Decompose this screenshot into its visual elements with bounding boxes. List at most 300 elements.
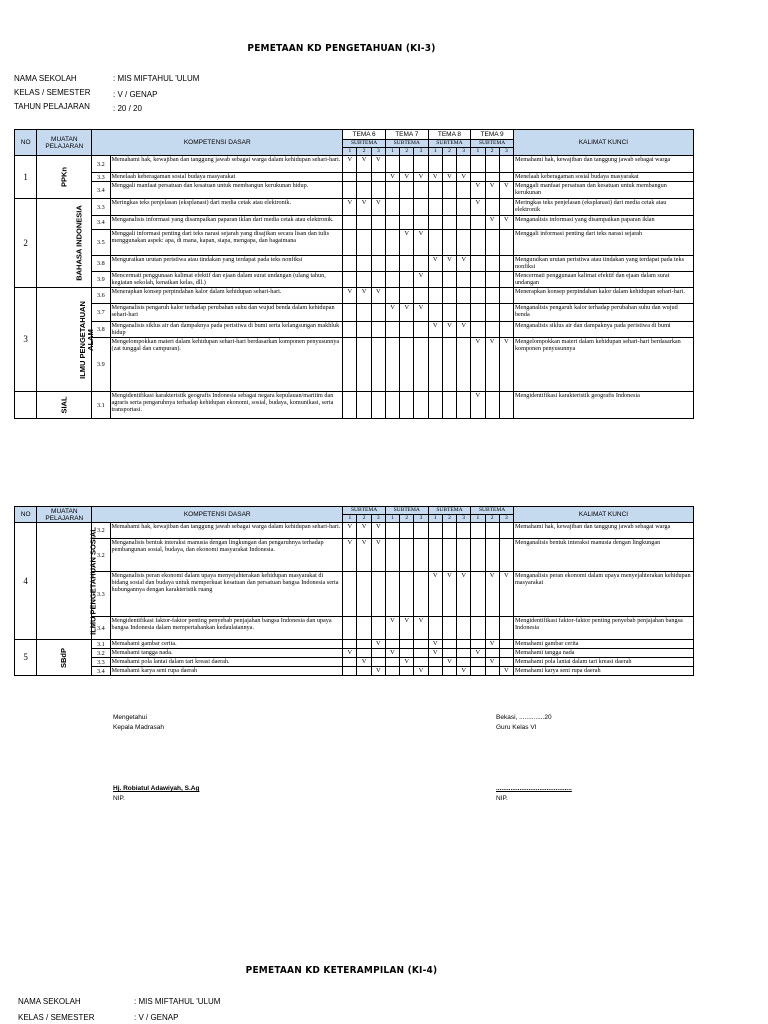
subtema-check-cell	[485, 199, 499, 216]
subtema-check-cell: V	[414, 272, 428, 288]
subtema-check-cell: V	[499, 338, 513, 392]
kd-description: Memahami gambar cerita.	[110, 640, 343, 649]
table-row	[15, 649, 694, 658]
subtema-check-cell: V	[485, 572, 499, 617]
subtema-check-cell	[371, 572, 385, 617]
subtema-check-cell	[442, 156, 456, 173]
subtema-check-cell	[371, 182, 385, 199]
subtema-check-cell	[343, 667, 357, 676]
meta-label-year: TAHUN PELAJARAN	[14, 102, 90, 111]
subtema-check-cell: V	[442, 658, 456, 667]
subtema-check-cell	[485, 288, 499, 304]
subtema-check-cell	[471, 156, 485, 173]
kd-description: Memahami hak, kewajiban dan tanggung jawab sebagai warga dalam kehidupan sehari-hari.	[110, 156, 343, 173]
signature-right-name: ..........................................	[496, 785, 572, 792]
subtema-check-cell	[414, 256, 428, 272]
subtema-check-cell	[499, 304, 513, 322]
subtema-check-cell	[485, 617, 499, 640]
kd-code: 3.9	[92, 338, 110, 392]
subtema-check-cell	[471, 272, 485, 288]
subtema-check-cell: V	[414, 617, 428, 640]
header-subtema-number: 1	[428, 515, 442, 523]
signature-left-role: Kepala Madrasah	[113, 724, 164, 731]
subtema-check-cell: V	[400, 658, 414, 667]
subtema-check-cell	[499, 230, 513, 256]
subject-name: SIAL	[59, 396, 69, 414]
header-subtema-number: 1	[343, 515, 357, 523]
kd-description: Menguraikan urutan peristiwa atau tindakan yang terdapat pada teks nonfiksi	[110, 256, 343, 272]
subtema-check-cell	[385, 338, 399, 392]
subtema-check-cell: V	[428, 322, 442, 338]
subtema-check-cell	[357, 230, 371, 256]
meta-value-class: : V / GENAP	[113, 90, 158, 99]
subtema-check-cell: V	[428, 173, 442, 182]
subtema-check-cell: V	[499, 182, 513, 199]
meta-value-school: : MIS MIFTAHUL 'ULUM	[134, 997, 221, 1006]
subtema-check-cell	[343, 216, 357, 230]
subtema-check-cell: V	[414, 304, 428, 322]
subject-label	[37, 199, 92, 288]
subtema-check-cell: V	[485, 658, 499, 667]
subtema-check-cell	[371, 658, 385, 667]
subtema-check-cell	[471, 658, 485, 667]
subtema-check-cell	[457, 658, 471, 667]
subtema-check-cell	[499, 156, 513, 173]
header-subtema-number: 3	[499, 148, 513, 156]
kd-description: Menganalisis peran ekonomi dalam upaya menyejahterakan kehidupan masyarakat di bidang sosial dan budaya untuk memperkuat kesatuan dan persatuan bangsa Indonesia serta hubungannya dengan karakteristik ruang	[110, 572, 343, 617]
subtema-check-cell	[471, 216, 485, 230]
subtema-check-cell	[371, 617, 385, 640]
subtema-check-cell	[400, 523, 414, 539]
table-row	[15, 338, 694, 392]
subtema-check-cell	[471, 523, 485, 539]
subtema-check-cell	[471, 322, 485, 338]
subtema-check-cell: V	[442, 572, 456, 617]
meta-value-year: : 20 / 20	[113, 104, 142, 113]
subtema-check-cell	[457, 304, 471, 322]
subtema-check-cell	[385, 392, 399, 419]
kd-description: Menerapkan konsep perpindahan kalor dalam kehidupan sehari-hari.	[110, 288, 343, 304]
key-sentence: Mengidentifikasi faktor-faktor penting penyebab penjajahan bangsa Indonesia	[513, 617, 693, 640]
subtema-check-cell	[442, 288, 456, 304]
row-number	[15, 392, 37, 419]
table-row	[15, 572, 694, 617]
header-subtema-number: 1	[385, 515, 399, 523]
subtema-check-cell	[457, 288, 471, 304]
header-no: NO	[15, 507, 37, 523]
key-sentence: Menganalisis informasi yang disampaikan paparan iklan	[513, 216, 693, 230]
subtema-check-cell	[357, 392, 371, 419]
subtema-check-cell: V	[343, 288, 357, 304]
signature-right-nip: NIP.	[496, 795, 508, 802]
kd-code: 3.3	[92, 572, 110, 617]
kd-code: 3.3	[92, 658, 110, 667]
subtema-check-cell	[343, 572, 357, 617]
signature-left-nip: NIP.	[113, 795, 125, 802]
subtema-check-cell	[357, 649, 371, 658]
key-sentence: Mencermati penggunaan kalimat efektif dan ejaan dalam surat undangan	[513, 272, 693, 288]
header-subtema: SUBTEMA	[471, 140, 514, 148]
subtema-check-cell	[357, 256, 371, 272]
subtema-check-cell	[428, 304, 442, 322]
subtema-check-cell	[442, 392, 456, 419]
kd-description: Memahami tangga nada.	[110, 649, 343, 658]
header-muatan: MUATAN PELAJARAN	[37, 130, 92, 156]
kd-description: Menggali informasi penting dari teks narasi sejarah yang disajikan secara lisan dan tulis menggunakan aspek: apa, di mana, kapan, siapa, mengapa, dan bagaimana	[110, 230, 343, 256]
header-subtema-number: 3	[457, 515, 471, 523]
subtema-check-cell: V	[471, 199, 485, 216]
kd-code: 3.4	[92, 617, 110, 640]
subtema-check-cell	[371, 216, 385, 230]
subtema-check-cell	[428, 539, 442, 572]
subject-name: SBdP	[59, 647, 69, 668]
subtema-check-cell	[442, 649, 456, 658]
subtema-check-cell	[343, 322, 357, 338]
subtema-check-cell	[485, 649, 499, 658]
subtema-check-cell: V	[343, 649, 357, 658]
subtema-check-cell: V	[357, 658, 371, 667]
header-subtema-number: 2	[400, 148, 414, 156]
table-row	[15, 216, 694, 230]
subject-name: ILMU PENGETAHUAN SOSIAL	[88, 527, 98, 635]
subtema-check-cell: V	[457, 572, 471, 617]
subtema-check-cell	[485, 272, 499, 288]
kd-description: Menganalisis pengaruh kalor terhadap perubahan suhu dan wujud benda dalam kehidupan sehari-hari	[110, 304, 343, 322]
table-row	[15, 182, 694, 199]
table-row	[15, 199, 694, 216]
subtema-check-cell	[457, 649, 471, 658]
key-sentence: Memahami tangga nada	[513, 649, 693, 658]
subtema-check-cell	[385, 288, 399, 304]
subtema-check-cell	[457, 199, 471, 216]
subtema-check-cell	[400, 156, 414, 173]
table-row	[15, 617, 694, 640]
subtema-check-cell: V	[371, 156, 385, 173]
subtema-check-cell	[343, 182, 357, 199]
subtema-check-cell	[428, 182, 442, 199]
key-sentence: Memahami gambar cerita	[513, 640, 693, 649]
subtema-check-cell: V	[357, 288, 371, 304]
table-row	[15, 640, 694, 649]
subtema-check-cell	[357, 173, 371, 182]
subtema-check-cell	[385, 256, 399, 272]
row-number: 4	[15, 523, 37, 640]
kd-code: 3.2	[92, 523, 110, 539]
subtema-check-cell	[428, 617, 442, 640]
kd-description: Mengidentifikasi karakteristik geografis Indonesia sebagai negara kepulauan/maritim dan agraris serta pengaruhnya terhadap kehidupan ekonomi, sosial, budaya, komunikasi, serta transportasi.	[110, 392, 343, 419]
subtema-check-cell	[400, 256, 414, 272]
subtema-check-cell	[385, 182, 399, 199]
subtema-check-cell: V	[414, 230, 428, 256]
subtema-check-cell	[471, 256, 485, 272]
subtema-check-cell	[371, 322, 385, 338]
subtema-check-cell	[457, 338, 471, 392]
subtema-check-cell	[385, 539, 399, 572]
subtema-check-cell: V	[371, 667, 385, 676]
subtema-check-cell	[385, 216, 399, 230]
subtema-check-cell: V	[457, 322, 471, 338]
subtema-check-cell: V	[442, 173, 456, 182]
kd-mapping-table-continued	[14, 506, 694, 676]
subtema-check-cell	[414, 539, 428, 572]
subtema-check-cell	[485, 304, 499, 322]
subject-name: ILMU PENGETAHUAN ALAM	[78, 300, 96, 379]
subtema-check-cell	[499, 199, 513, 216]
key-sentence: Menerapkan konsep perpindahan kalor dalam kehidupan sehari-hari.	[513, 288, 693, 304]
subject-label	[37, 288, 96, 392]
kd-code: 3.4	[92, 182, 110, 199]
header-subtema-number: 1	[471, 515, 485, 523]
subtema-check-cell: V	[371, 523, 385, 539]
row-number: 5	[15, 640, 37, 676]
subtema-check-cell	[343, 392, 357, 419]
header-subtema: SUBTEMA	[428, 507, 471, 515]
subtema-check-cell	[385, 572, 399, 617]
subtema-check-cell: V	[499, 216, 513, 230]
subtema-check-cell	[471, 173, 485, 182]
subtema-check-cell	[485, 173, 499, 182]
subtema-check-cell	[499, 523, 513, 539]
subtema-check-cell	[428, 216, 442, 230]
subtema-check-cell	[442, 182, 456, 199]
subtema-check-cell	[385, 199, 399, 216]
subtema-check-cell	[400, 392, 414, 419]
header-subtema-number: 3	[414, 515, 428, 523]
subtema-check-cell	[457, 640, 471, 649]
subtema-check-cell	[400, 572, 414, 617]
subject-name: BAHASA INDONESIA	[74, 205, 84, 281]
subtema-check-cell	[499, 173, 513, 182]
subtema-check-cell	[357, 572, 371, 617]
subtema-check-cell	[357, 216, 371, 230]
subtema-check-cell	[442, 640, 456, 649]
subtema-check-cell: V	[400, 304, 414, 322]
subtema-check-cell	[414, 338, 428, 392]
subtema-check-cell	[343, 338, 357, 392]
subtema-check-cell: V	[357, 156, 371, 173]
subtema-check-cell	[457, 539, 471, 572]
subtema-check-cell	[457, 392, 471, 419]
header-tema-6: TEMA 6	[343, 130, 386, 140]
subtema-check-cell: V	[343, 199, 357, 216]
header-tema-9: TEMA 9	[471, 130, 514, 140]
subtema-check-cell	[414, 640, 428, 649]
subtema-check-cell: V	[485, 640, 499, 649]
kd-code: 3.4	[92, 667, 110, 676]
subtema-check-cell	[428, 338, 442, 392]
subtema-check-cell	[499, 658, 513, 667]
subtema-check-cell	[485, 230, 499, 256]
row-number: 3	[15, 288, 37, 392]
kd-description: Menganalisis bentuk interaksi manusia dengan lingkungan dan pengaruhnya terhadap pembangunan sosial, budaya, dan ekonomi masyarakat Indonesia.	[110, 539, 343, 572]
header-kd: KOMPETENSI DASAR	[92, 130, 343, 156]
header-subtema: SUBTEMA	[343, 507, 386, 515]
kd-code: 3.3	[92, 199, 110, 216]
kd-code: 3.8	[92, 322, 110, 338]
table-row	[15, 304, 694, 322]
subtema-check-cell	[428, 156, 442, 173]
subtema-check-cell	[400, 272, 414, 288]
header-subtema-number: 2	[442, 148, 456, 156]
header-subtema-number: 2	[400, 515, 414, 523]
subtema-check-cell: V	[371, 199, 385, 216]
subtema-check-cell: V	[385, 304, 399, 322]
kd-code: 3.8	[92, 256, 110, 272]
subtema-check-cell	[357, 667, 371, 676]
subtema-check-cell	[400, 640, 414, 649]
header-subtema-number: 2	[357, 515, 371, 523]
subtema-check-cell	[343, 658, 357, 667]
subtema-check-cell	[357, 182, 371, 199]
header-subtema: SUBTEMA	[343, 140, 386, 148]
subtema-check-cell	[499, 640, 513, 649]
subtema-check-cell	[400, 539, 414, 572]
subtema-check-cell	[371, 338, 385, 392]
subtema-check-cell: V	[485, 338, 499, 392]
subtema-check-cell	[385, 523, 399, 539]
header-subtema-number: 2	[485, 515, 499, 523]
kd-mapping-table-ki3	[14, 129, 694, 419]
key-sentence: Memahami hak, kewajiban dan tanggung jawab sebagai warga	[513, 523, 693, 539]
subject-label	[37, 523, 98, 640]
subtema-check-cell	[414, 523, 428, 539]
header-kalimat: KALIMAT KUNCI	[513, 507, 693, 523]
kd-code: 3.2	[92, 539, 110, 572]
subtema-check-cell	[414, 288, 428, 304]
subtema-check-cell	[485, 392, 499, 419]
table-row	[15, 658, 694, 667]
subtema-check-cell	[343, 617, 357, 640]
kd-code: 3.4	[92, 216, 110, 230]
subtema-check-cell	[371, 256, 385, 272]
page-title-ki4: PEMETAAN KD KETERAMPILAN (KI-4)	[245, 965, 438, 976]
subtema-check-cell	[385, 230, 399, 256]
subtema-check-cell: V	[471, 392, 485, 419]
header-subtema: SUBTEMA	[471, 507, 514, 515]
key-sentence: Memahami karya seni rupa daerah	[513, 667, 693, 676]
subtema-check-cell	[457, 216, 471, 230]
subtema-check-cell	[457, 182, 471, 199]
subtema-check-cell	[442, 304, 456, 322]
header-muatan: MUATAN PELAJARAN	[37, 507, 92, 523]
subtema-check-cell: V	[371, 539, 385, 572]
subtema-check-cell	[400, 322, 414, 338]
subtema-check-cell	[471, 617, 485, 640]
key-sentence: Memahami pola lantai dalam tari kreasi daerah	[513, 658, 693, 667]
subtema-check-cell	[428, 288, 442, 304]
header-tema-8: TEMA 8	[428, 130, 471, 140]
kd-code: 3.5	[92, 230, 110, 256]
subtema-check-cell	[499, 539, 513, 572]
signature-left-name: Hj. Robiatul Adawiyah, S.Ag	[113, 785, 200, 792]
subtema-check-cell	[471, 667, 485, 676]
subtema-check-cell	[414, 216, 428, 230]
header-subtema: SUBTEMA	[385, 507, 428, 515]
subtema-check-cell: V	[499, 572, 513, 617]
subtema-check-cell	[414, 658, 428, 667]
table-row	[15, 156, 694, 173]
subtema-check-cell: V	[485, 216, 499, 230]
meta-label-school: NAMA SEKOLAH	[14, 74, 77, 83]
subtema-check-cell	[457, 617, 471, 640]
subtema-check-cell	[485, 256, 499, 272]
subtema-check-cell: V	[471, 338, 485, 392]
subtema-check-cell: V	[371, 288, 385, 304]
kd-description: Memahami karya seni rupa daerah	[110, 667, 343, 676]
kd-description: Menganalisis siklus air dan dampaknya pada peristiwa di bumi serta kelangsungan makhluk hidup	[110, 322, 343, 338]
subtema-check-cell	[442, 199, 456, 216]
kd-description: Menganalisis informasi yang disampaikan paparan iklan dari media cetak atau elektronik.	[110, 216, 343, 230]
subtema-check-cell	[428, 658, 442, 667]
subtema-check-cell	[357, 322, 371, 338]
header-subtema-number: 2	[442, 515, 456, 523]
subtema-check-cell: V	[400, 173, 414, 182]
header-kd: KOMPETENSI DASAR	[92, 507, 343, 523]
subtema-check-cell	[485, 156, 499, 173]
subtema-check-cell	[414, 572, 428, 617]
subject-label	[37, 640, 92, 676]
subtema-check-cell: V	[414, 173, 428, 182]
row-number: 1	[15, 156, 37, 199]
header-subtema: SUBTEMA	[428, 140, 471, 148]
subtema-check-cell	[343, 173, 357, 182]
subtema-check-cell: V	[357, 199, 371, 216]
subtema-check-cell	[343, 640, 357, 649]
subtema-check-cell	[371, 272, 385, 288]
subtema-check-cell	[357, 640, 371, 649]
subtema-check-cell	[414, 156, 428, 173]
kd-code: 3.6	[92, 288, 110, 304]
signature-right-place-date: Bekasi, ..............20	[496, 714, 552, 721]
subtema-check-cell	[485, 667, 499, 676]
key-sentence: Menggali informasi penting dari teks narasi sejarah	[513, 230, 693, 256]
subtema-check-cell	[442, 539, 456, 572]
key-sentence: Menguraikan urutan peristiwa atau tindakan yang terdapat pada teks nonfiksi	[513, 256, 693, 272]
table-row	[15, 272, 694, 288]
header-kalimat: KALIMAT KUNCI	[513, 130, 693, 156]
subtema-check-cell: V	[385, 173, 399, 182]
subtema-check-cell	[371, 649, 385, 658]
signature-left-known: Mengetahui	[113, 714, 147, 721]
subtema-check-cell	[471, 640, 485, 649]
table-row	[15, 523, 694, 539]
header-subtema-number: 3	[414, 148, 428, 156]
subtema-check-cell	[414, 199, 428, 216]
subtema-check-cell: V	[457, 667, 471, 676]
header-no: NO	[15, 130, 37, 156]
subtema-check-cell: V	[385, 617, 399, 640]
subtema-check-cell	[357, 304, 371, 322]
subtema-check-cell: V	[357, 539, 371, 572]
subtema-check-cell: V	[343, 523, 357, 539]
key-sentence: Menganalisis pengaruh kalor terhadap perubahan suhu dan wujud benda	[513, 304, 693, 322]
subtema-check-cell	[428, 230, 442, 256]
signature-right-role: Guru Kelas VI	[496, 724, 537, 731]
kd-description: Mengidentifikasi faktor-faktor penting penyebab penjajahan bangsa Indonesia dan upaya bangsa Indonesia dalam mempertahankan kedaulatannya.	[110, 617, 343, 640]
key-sentence: Menganalisis peran ekonomi dalam upaya menyejahterakan kehidupan masyarakat	[513, 572, 693, 617]
subtema-check-cell: V	[485, 182, 499, 199]
subtema-check-cell	[442, 667, 456, 676]
subtema-check-cell	[485, 322, 499, 338]
subtema-check-cell: V	[343, 539, 357, 572]
subtema-check-cell	[499, 272, 513, 288]
key-sentence: Menganalisis siklus air dan dampaknya pada peristiwa di bumi	[513, 322, 693, 338]
header-subtema-number: 1	[343, 148, 357, 156]
subtema-check-cell	[400, 288, 414, 304]
header-subtema-number: 3	[371, 515, 385, 523]
table-row	[15, 322, 694, 338]
subtema-check-cell	[428, 199, 442, 216]
